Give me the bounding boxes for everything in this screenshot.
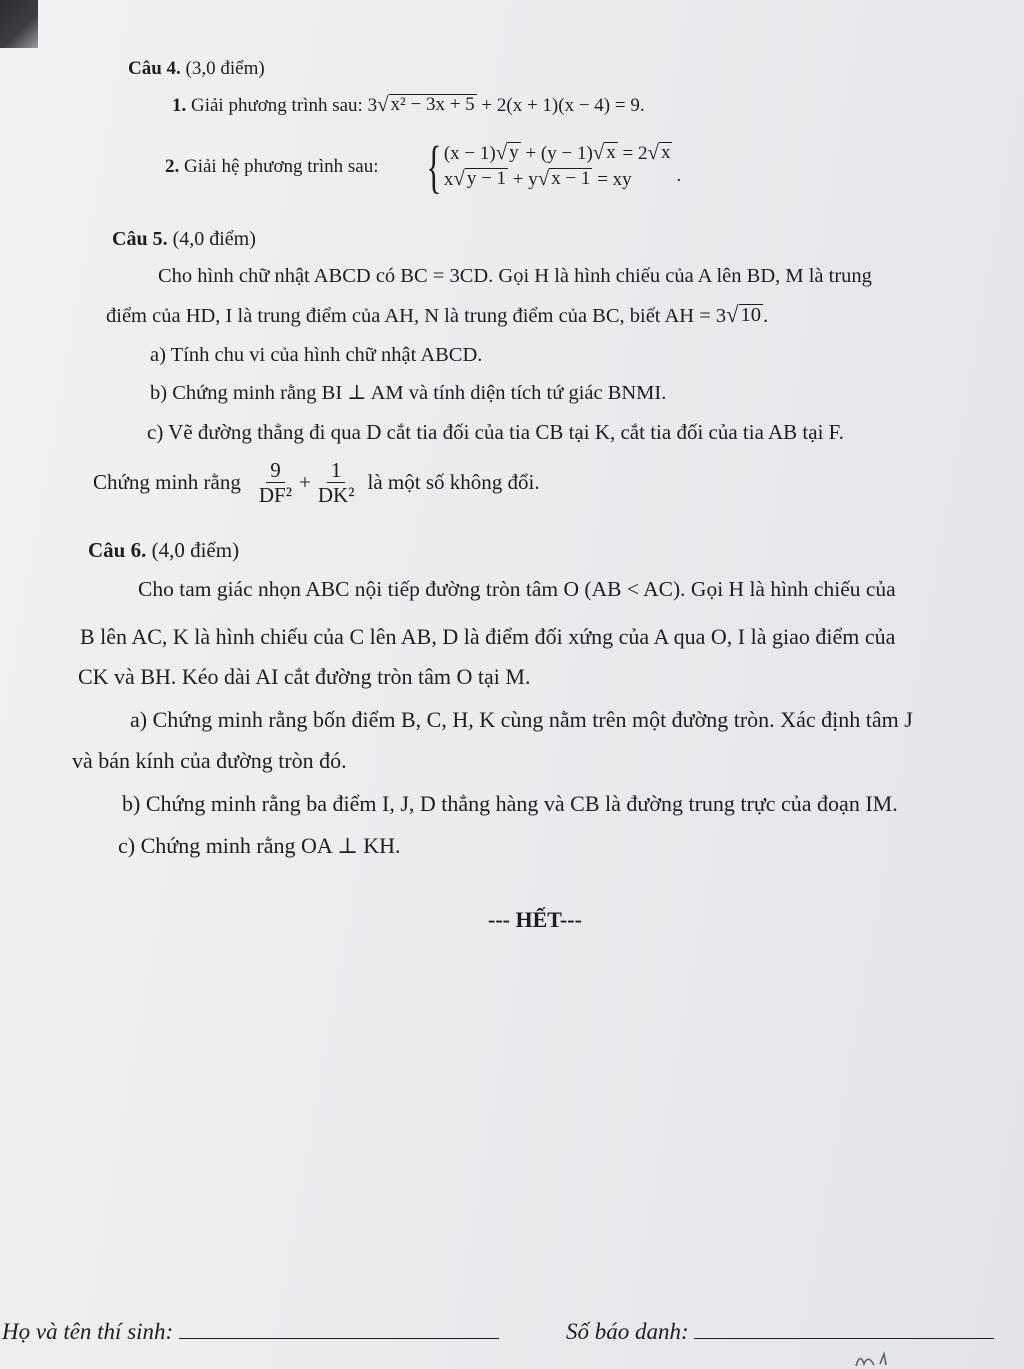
q6-part-a-line2: và bán kính của đường tròn đó.: [72, 748, 347, 773]
q4-p2-text: Giải hệ phương trình sau:: [184, 156, 379, 177]
name-label: Họ và tên thí sinh:: [2, 1319, 174, 1344]
q5-part-c-line2: [93, 458, 540, 507]
photo-corner-shadow: [0, 0, 38, 48]
q5-header: [112, 226, 256, 252]
sys-r1-a: (x − 1): [443, 143, 496, 164]
frac1-den: DF²: [258, 483, 293, 507]
sys-r1-c: = 2: [622, 143, 648, 164]
q4-p1-equation: [367, 92, 645, 116]
candidate-id-field: [566, 1318, 994, 1345]
q5-line2-rad: 10: [740, 304, 762, 327]
q6-line1: Cho tam giác nhọn ABC nội tiếp đường tròn tâm O (AB < AC). Gọi H là hình chiếu của: [138, 577, 896, 601]
q5-points: (4,0 điểm): [172, 228, 256, 250]
q6-line2: B lên AC, K là hình chiếu của C lên AB, D là điểm đối xứng của A qua O, I là giao điểm của: [80, 624, 896, 649]
end-mark: --- HẾT---: [488, 907, 582, 932]
q4-header: [128, 56, 265, 82]
q4-p1-sqrt: √ x² − 3x + 5: [377, 92, 475, 116]
q4-p1-coef: 3: [367, 95, 378, 116]
sys-r1-rc: x: [660, 141, 671, 163]
id-label: Số báo danh:: [566, 1319, 689, 1344]
sys-r2-ra: y − 1: [466, 167, 507, 189]
q5-c2-prefix: Chứng minh rằng: [93, 470, 241, 494]
handwritten-mark: [850, 1348, 910, 1369]
sys-r1-rb: x: [606, 141, 616, 163]
q6-part-a-line1: a) Chứng minh rằng bốn điểm B, C, H, K cùng nằm trên một đường tròn. Xác định tâm J: [130, 707, 913, 732]
q5-line2: điểm của HD, I là trung điểm của AH, N là trung điểm của BC, biết AH = 3 √ 10 .: [106, 302, 769, 327]
fraction-9-over-df2: [255, 458, 296, 507]
sys-r2-a: x: [443, 169, 454, 190]
q4-heading: Câu 4.: [128, 58, 181, 79]
frac2-den: DK²: [317, 483, 355, 507]
q4-part2: [165, 154, 378, 180]
q5-c2-suffix: là một số không đổi.: [367, 470, 540, 494]
sys-end: .: [676, 165, 682, 186]
sys-r2-rb: x − 1: [551, 167, 591, 189]
q5-heading: Câu 5.: [112, 228, 168, 250]
q5-part-b: b) Chứng minh rằng BI ⊥ AM và tính diện tích tứ giác BNMI.: [150, 382, 667, 404]
q4-points: (3,0 điểm): [185, 58, 265, 79]
q5-part-c: c) Vẽ đường thẳng đi qua D cắt tia đối của tia CB tại K, cắt tia đối của tia AB tại F.: [147, 420, 844, 444]
frac-plus: +: [299, 470, 311, 494]
frac1-num: 9: [266, 458, 285, 483]
system-row-1: (x − 1) √ y + (y − 1) √ x = 2 √ x: [443, 140, 671, 164]
q4-p1-label: 1.: [172, 95, 187, 116]
q4-equation-system: [420, 134, 682, 199]
candidate-name-field: [2, 1318, 499, 1345]
sys-r2-c: = xy: [597, 169, 632, 190]
sys-r1-ra: y: [509, 141, 519, 163]
system-row-2: x √ y − 1 + y √ x − 1 = xy: [443, 166, 632, 190]
sys-r2-b: + y: [512, 169, 538, 190]
q6-heading: Câu 6.: [88, 538, 147, 562]
q6-part-c: c) Chứng minh rằng OA ⊥ KH.: [118, 833, 401, 858]
q6-points: (4,0 điểm): [151, 538, 240, 562]
q5-part-a: a) Tính chu vi của hình chữ nhật ABCD.: [150, 344, 483, 366]
frac2-num: 1: [327, 458, 346, 483]
q5-line1: Cho hình chữ nhật ABCD có BC = 3CD. Gọi H là hình chiếu của A lên BD, M là trung: [158, 265, 872, 287]
name-blank-line: [179, 1318, 499, 1339]
system-brace: {: [426, 134, 442, 199]
id-blank-line: [694, 1318, 994, 1339]
q4-p1-rest: + 2(x + 1)(x − 4) = 9.: [481, 95, 645, 116]
sys-r1-b: + (y − 1): [525, 143, 593, 164]
q5-line2-end: .: [763, 305, 769, 327]
q5-line2-text: điểm của HD, I là trung điểm của AH, N là trung điểm của BC, biết AH = 3: [106, 305, 727, 327]
q4-p2-label: 2.: [165, 156, 180, 177]
q4-p1-text: Giải phương trình sau:: [191, 95, 363, 116]
fraction-1-over-dk2: [314, 458, 359, 507]
q6-part-b: b) Chứng minh rằng ba điểm I, J, D thẳng hàng và CB là đường trung trực của đoạn IM.: [122, 791, 898, 816]
q6-header: [88, 537, 239, 563]
q6-line3: CK và BH. Kéo dài AI cắt đường tròn tâm O tại M.: [78, 664, 531, 689]
q4-part1: [172, 93, 645, 119]
q4-p1-rad: x² − 3x + 5: [390, 93, 475, 115]
